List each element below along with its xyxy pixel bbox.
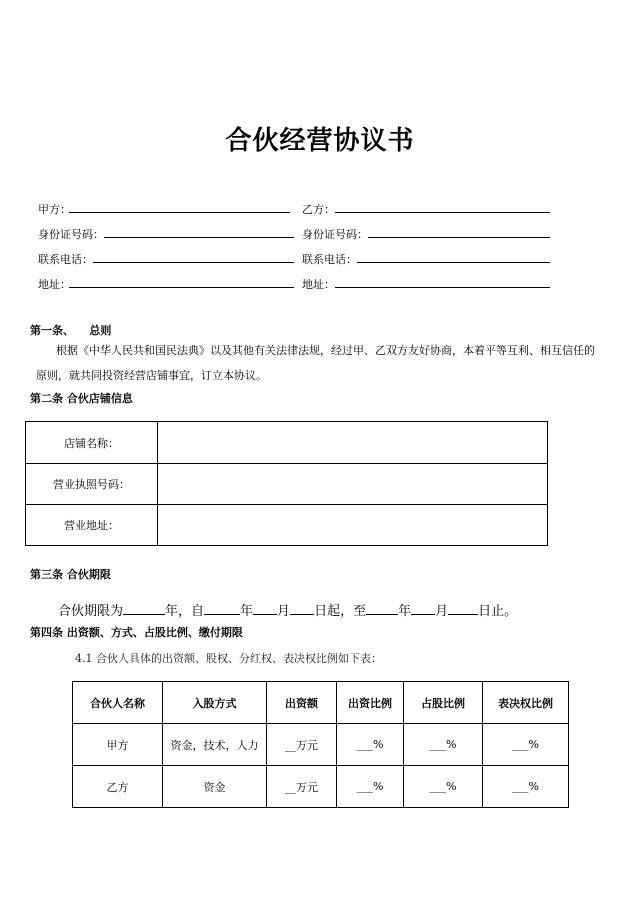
period-years-blank[interactable] (123, 614, 165, 615)
party-b-phone-label: 联系电话： (302, 253, 357, 266)
table-row (73, 724, 569, 766)
cell-share-ratio[interactable]: ___% (404, 724, 483, 766)
period-part: 日起，至 (314, 604, 367, 619)
party-b-address-field[interactable] (335, 287, 550, 288)
start-day-blank[interactable] (290, 614, 314, 615)
party-a-address-label: 地址： (38, 278, 71, 291)
party-b-address-label: 地址： (302, 278, 335, 291)
header-amount: 出资额 (267, 682, 337, 724)
table-row (26, 505, 548, 546)
period-part: 年 (240, 604, 254, 619)
document-title: 合伙经营协议书 (225, 126, 415, 156)
header-share-ratio: 占股比例 (404, 682, 483, 724)
article1-heading: 第一条、 总则 (30, 324, 112, 337)
party-b-id-label: 身份证号码： (302, 228, 368, 241)
party-b-field[interactable] (335, 212, 550, 213)
table-row (26, 464, 548, 505)
end-year-blank[interactable] (366, 614, 398, 615)
cell-partner: 乙方 (73, 766, 163, 808)
cell-method: 资金 (163, 766, 267, 808)
shop-name-label: 店铺名称： (26, 422, 158, 464)
start-year-blank[interactable] (204, 614, 240, 615)
party-b-phone-field[interactable] (357, 262, 550, 263)
cell-contribution-ratio[interactable]: ___% (337, 724, 404, 766)
article2-heading: 第二条 合伙店铺信息 (30, 392, 133, 405)
party-b-id-field[interactable] (368, 237, 550, 238)
table-row (73, 766, 569, 808)
period-part: 年 (398, 604, 412, 619)
license-number-label: 营业执照号码： (26, 464, 158, 505)
business-address-field[interactable] (158, 505, 548, 546)
business-address-label: 营业地址： (26, 505, 158, 546)
period-part: 月 (435, 604, 449, 619)
cell-method: 资金，技术，人力 (163, 724, 267, 766)
period-part: 年，自 (165, 604, 205, 619)
cell-voting-ratio[interactable]: ___% (483, 766, 569, 808)
party-a-phone-field[interactable] (93, 262, 294, 263)
end-month-blank[interactable] (411, 614, 435, 615)
article3-heading: 第三条 合伙期限 (30, 568, 111, 581)
cell-amount[interactable]: __万元 (267, 724, 337, 766)
license-number-field[interactable] (158, 464, 548, 505)
table-header-row (73, 682, 569, 724)
header-voting-ratio: 表决权比例 (483, 682, 569, 724)
party-a-id-field[interactable] (104, 237, 294, 238)
table-row (26, 422, 548, 464)
cell-partner: 甲方 (73, 724, 163, 766)
article4-intro: 4.1 合伙人具体的出资额、股权、分红权、表决权比例如下表： (75, 652, 382, 665)
party-a-address-field[interactable] (69, 287, 294, 288)
shop-info-table (25, 421, 548, 546)
cell-amount[interactable]: __万元 (267, 766, 337, 808)
article1-text-line1: 根据《中华人民共和国民法典》以及其他有关法律法规，经过甲、乙双方友好协商，本着平等互利、相互信任的 (56, 344, 595, 357)
cell-voting-ratio[interactable]: ___% (483, 724, 569, 766)
period-part: 日止。 (478, 604, 518, 619)
period-part: 合伙期限为 (58, 604, 124, 619)
header-partner-name: 合伙人名称 (73, 682, 163, 724)
header-method: 入股方式 (163, 682, 267, 724)
party-a-label: 甲方： (38, 203, 71, 216)
period-part: 月 (277, 604, 291, 619)
party-a-field[interactable] (69, 212, 290, 213)
party-a-id-label: 身份证号码： (38, 228, 104, 241)
contribution-table (72, 681, 569, 808)
start-month-blank[interactable] (253, 614, 277, 615)
end-day-blank[interactable] (448, 614, 478, 615)
party-a-phone-label: 联系电话： (38, 253, 93, 266)
party-b-label: 乙方： (302, 203, 335, 216)
header-contribution-ratio: 出资比例 (337, 682, 404, 724)
article4-heading: 第四条 出资额、方式、占股比例、缴付期限 (30, 626, 243, 639)
partnership-period-text (58, 600, 517, 619)
shop-name-field[interactable] (158, 422, 548, 464)
cell-share-ratio[interactable]: ___% (404, 766, 483, 808)
cell-contribution-ratio[interactable]: ___% (337, 766, 404, 808)
article1-text-line2: 原则，就共同投资经营店铺事宜，订立本协议。 (36, 369, 267, 382)
